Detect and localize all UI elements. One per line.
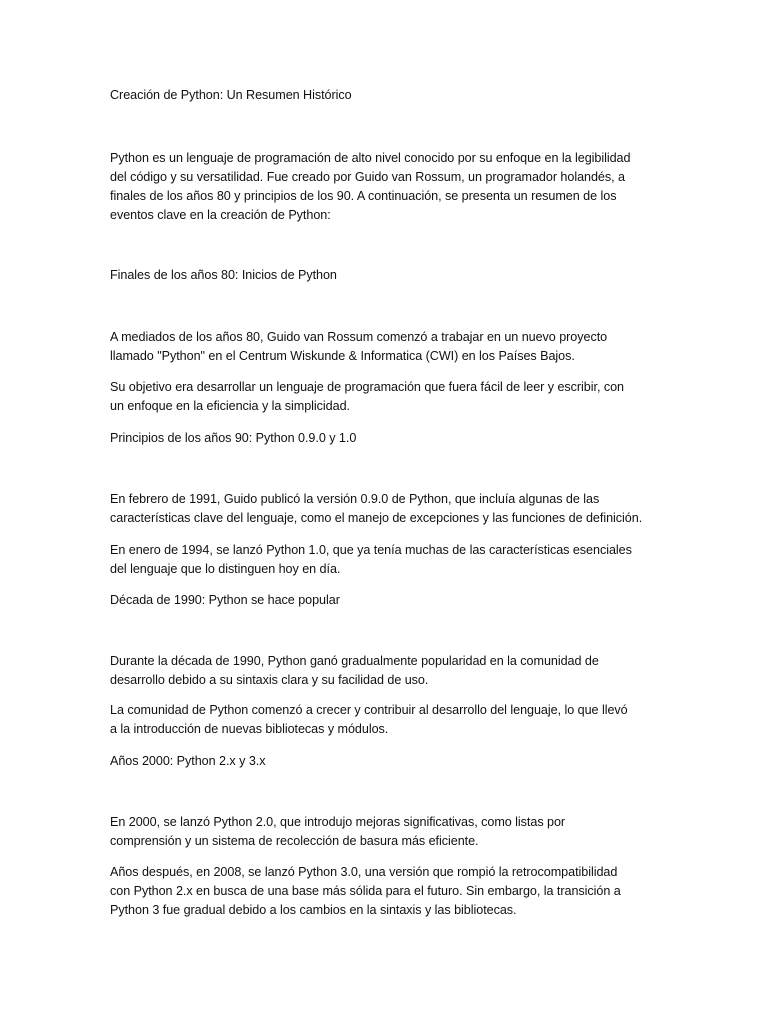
section-heading: Principios de los años 90: Python 0.9.0 y 1.0: [110, 431, 357, 445]
paragraph-line: del lenguaje que lo distinguen hoy en día.: [110, 562, 341, 576]
intro-line: eventos clave en la creación de Python:: [110, 208, 331, 222]
document-title: Creación de Python: Un Resumen Histórico: [110, 88, 352, 102]
paragraph-line: llamado "Python" en el Centrum Wiskunde & Informatica (CWI) en los Países Bajos.: [110, 349, 575, 363]
paragraph-line: características clave del lenguaje, como el manejo de excepciones y las funciones de definición.: [110, 511, 643, 525]
paragraph-line: desarrollo debido a su sintaxis clara y su facilidad de uso.: [110, 673, 429, 687]
intro-line: del código y su versatilidad. Fue creado por Guido van Rossum, un programador holandés, a: [110, 170, 625, 184]
intro-line: Python es un lenguaje de programación de alto nivel conocido por su enfoque en la legibilidad: [110, 151, 631, 165]
paragraph-line: En 2000, se lanzó Python 2.0, que introdujo mejoras significativas, como listas por: [110, 815, 566, 829]
section-heading: Finales de los años 80: Inicios de Python: [110, 268, 337, 282]
paragraph-line: En febrero de 1991, Guido publicó la versión 0.9.0 de Python, que incluía algunas de las: [110, 492, 600, 506]
section-heading: Años 2000: Python 2.x y 3.x: [110, 754, 266, 768]
paragraph-line: Años después, en 2008, se lanzó Python 3.0, una versión que rompió la retrocompatibilidad: [110, 865, 618, 879]
paragraph-line: En enero de 1994, se lanzó Python 1.0, que ya tenía muchas de las características esenciales: [110, 543, 632, 557]
paragraph-line: comprensión y un sistema de recolección de basura más eficiente.: [110, 834, 479, 848]
section-heading: Década de 1990: Python se hace popular: [110, 593, 340, 607]
paragraph-line: un enfoque en la eficiencia y la simplicidad.: [110, 399, 350, 413]
paragraph-line: A mediados de los años 80, Guido van Rossum comenzó a trabajar en un nuevo proyecto: [110, 330, 608, 344]
paragraph-line: La comunidad de Python comenzó a crecer y contribuir al desarrollo del lenguaje, lo que llevó: [110, 703, 628, 717]
intro-line: finales de los años 80 y principios de los 90. A continuación, se presenta un resumen de los: [110, 189, 617, 203]
paragraph-line: a la introducción de nuevas bibliotecas y módulos.: [110, 722, 389, 736]
paragraph-line: con Python 2.x en busca de una base más sólida para el futuro. Sin embargo, la transición a: [110, 884, 621, 898]
paragraph-line: Durante la década de 1990, Python ganó gradualmente popularidad en la comunidad de: [110, 654, 599, 668]
paragraph-line: Su objetivo era desarrollar un lenguaje de programación que fuera fácil de leer y escribir, con: [110, 380, 624, 394]
paragraph-line: Python 3 fue gradual debido a los cambios en la sintaxis y las bibliotecas.: [110, 903, 517, 917]
